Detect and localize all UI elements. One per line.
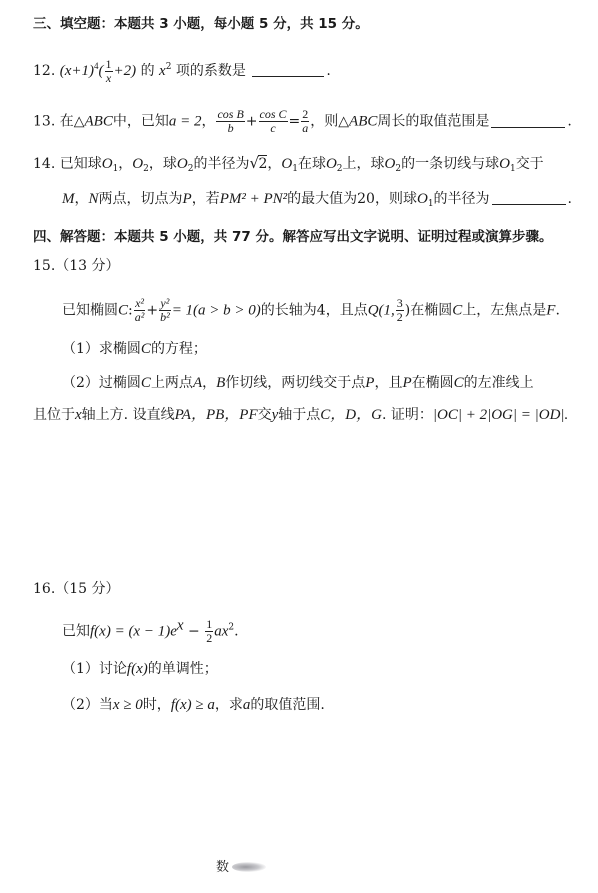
q12-number: 12. [33, 62, 56, 79]
section-fill-in-heading: 三、填空题：本题共 3 小题，每小题 5 分，共 15 分。 [33, 16, 369, 32]
question-16-part-2: （2）当x ≥ 0时，f(x) ≥ a，求a的取值范围. [62, 697, 325, 713]
question-16-statement: 已知$f(x) = (x - 1)e^x$ − $\frac{1}{2}$ $ax^2$. [62, 617, 239, 645]
question-14-line-1: 14. 已知球$O_1$，$O_2$，球$O_2$的半径为√ 2，$O_1$在球$O_2$上，球$O_2$的一条切线与球$O_1$交于 [33, 155, 544, 173]
question-14-line-2: M，N两点，切点为P，若PM² + PN²的最大值为20，则球$O_1$的半径为 . [62, 191, 572, 209]
q14-answer-blank[interactable] [492, 190, 566, 205]
question-15-part-1: （1）求椭圆C的方程； [62, 341, 207, 357]
question-15-statement: 已知椭圆C: $\frac{\text{x²}}{\text{a²}}$ + $\frac{\text{y²}}{\text{b²}}$ = 1(a > b > 0)的长轴为4，且点Q(1, $\frac{3}{2}$ )在椭圆C上，左焦点是F. [62, 296, 560, 324]
question-12: 12. $(x+1)^4$( $\frac{1}{x}$ +2) 的 $x^2$ 项的系数是 . [33, 57, 331, 85]
question-13: 13. 在△ABC中，已知a = 2， $\frac{\text{cos B}}{b}$ + $\frac{\text{cos C}}{c}$ = $\frac{2}{a}$ ，则△ABC周长的取值范围是 . [33, 107, 572, 135]
question-15-part-2-line-1: （2）过椭圆C上两点A，B作切线，两切线交于点P，且P在椭圆C的左准线上 [62, 375, 534, 391]
section-answer-heading: 四、解答题：本题共 5 小题，共 77 分。解答应写出文字说明、证明过程或演算步骤。 [33, 229, 553, 245]
q14-number: 14. [33, 156, 56, 172]
q12-expr: $(x+1)^4$( $\frac{1}{x}$ +2) [59, 57, 137, 85]
question-15-part-2-line-2: 且位于x轴上方. 设直线PA，PB，PF交y轴于点C，D，G. 证明：|OC| + 2|OG| = |OD|. [33, 407, 569, 423]
question-15-heading: 15.（13 分） [33, 258, 120, 274]
scan-smudge [232, 862, 266, 872]
q12-answer-blank[interactable] [252, 62, 324, 77]
sqrt-symbol: √ 2 [249, 155, 267, 173]
page-footer: 数 [216, 860, 230, 875]
question-16-part-1: （1）讨论f(x)的单调性； [62, 661, 218, 677]
q13-answer-blank[interactable] [491, 113, 565, 128]
q13-number: 13. [33, 113, 56, 130]
question-16-heading: 16.（15 分） [33, 581, 120, 597]
